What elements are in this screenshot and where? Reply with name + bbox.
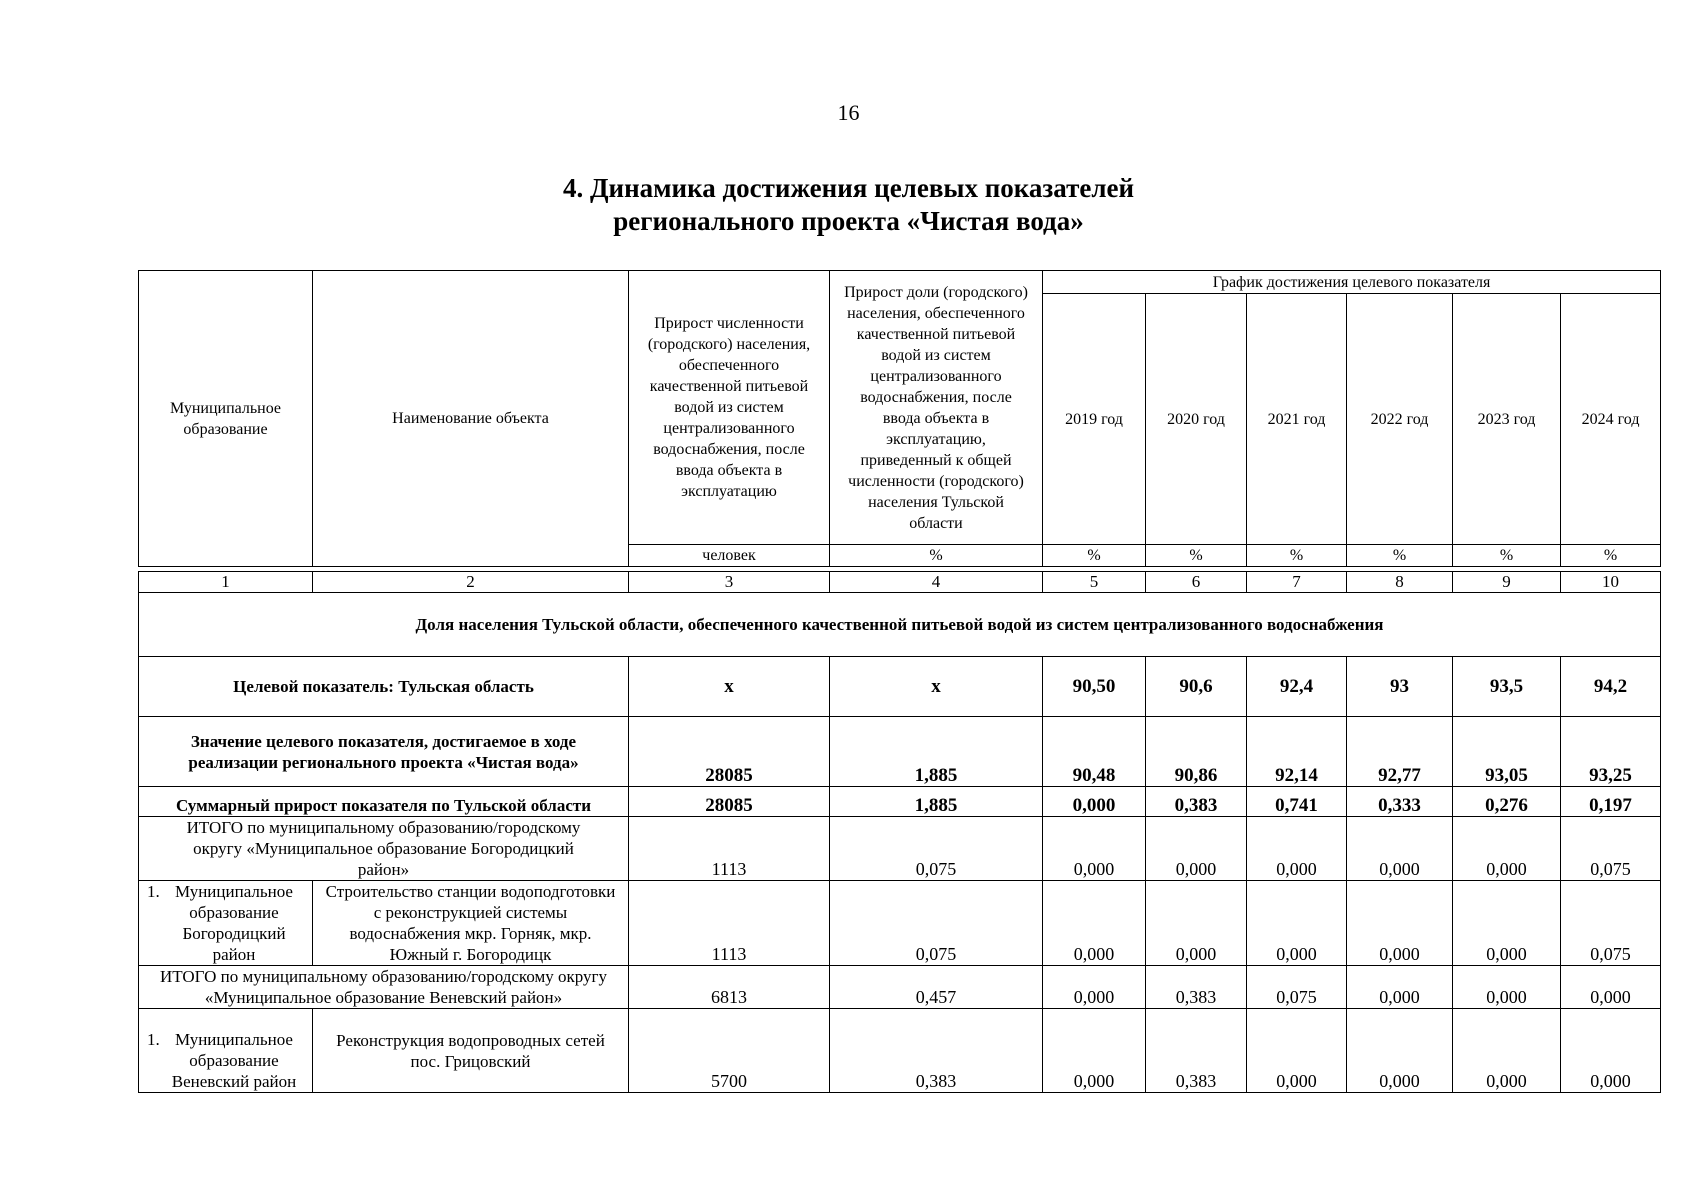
- total-label: Суммарный прирост показателя по Тульской области: [139, 787, 629, 817]
- header-table: [138, 270, 1661, 567]
- item-c4: 0,075: [830, 881, 1043, 966]
- achieved-value: 93,05: [1453, 717, 1561, 787]
- group-total-value: 0,000: [1146, 817, 1247, 881]
- header-population-growth: Прирост численности (городского) населения, обеспеченного качественной питьевой водой из систем централизованного водоснабжения, после ввода объекта в эксплуатацию: [629, 271, 830, 545]
- header-share-growth: Прирост доли (городского) населения, обеспеченного качественной питьевой водой из систем централизованного водоснабжения, после ввода объекта в эксплуатацию, приведенный к общей численности (городского) населения Тульской области: [830, 271, 1043, 545]
- group-total-row: [139, 966, 1661, 1009]
- item-municipality-cell: [139, 1009, 313, 1093]
- item-index: 1.: [147, 882, 160, 901]
- target-row: [139, 657, 1661, 717]
- item-index: 1.: [147, 1030, 160, 1049]
- target-c3: х: [629, 657, 830, 717]
- item-value: 0,000: [1043, 1009, 1146, 1093]
- column-number: 1: [139, 572, 313, 593]
- group-total-value: 0,000: [1453, 817, 1561, 881]
- item-value: 0,000: [1247, 881, 1347, 966]
- column-number: 8: [1347, 572, 1453, 593]
- achieved-value: 92,77: [1347, 717, 1453, 787]
- column-number: 7: [1247, 572, 1347, 593]
- column-number: 5: [1043, 572, 1146, 593]
- column-number: 10: [1561, 572, 1661, 593]
- item-value: 0,000: [1347, 1009, 1453, 1093]
- item-value: 0,000: [1247, 1009, 1347, 1093]
- total-value: 0,383: [1146, 787, 1247, 817]
- total-value: 0,276: [1453, 787, 1561, 817]
- group-total-c4: 0,457: [830, 966, 1043, 1009]
- item-value: 0,000: [1347, 881, 1453, 966]
- title-line-2: регионального проекта «Чистая вода»: [613, 206, 1084, 236]
- unit-percent: %: [1146, 545, 1247, 567]
- item-municipality: Муниципальное образование Богородицкий район: [175, 882, 293, 964]
- target-label: Целевой показатель: Тульская область: [139, 657, 629, 717]
- item-c3: 1113: [629, 881, 830, 966]
- group-total-value: 0,000: [1247, 817, 1347, 881]
- achieved-label: Значение целевого показателя, достигаемое в ходе реализации регионального проекта «Чистая вода»: [139, 717, 629, 787]
- group-total-value: 0,000: [1453, 966, 1561, 1009]
- total-value: 0,197: [1561, 787, 1661, 817]
- unit-percent: %: [1561, 545, 1661, 567]
- group-total-value: 0,383: [1146, 966, 1247, 1009]
- achieved-value: 93,25: [1561, 717, 1661, 787]
- page-number: 16: [837, 100, 860, 125]
- achieved-value: 90,48: [1043, 717, 1146, 787]
- item-municipality-cell: [139, 881, 313, 966]
- column-number: 4: [830, 572, 1043, 593]
- item-value: 0,000: [1453, 881, 1561, 966]
- unit-percent: %: [1043, 545, 1146, 567]
- total-c3: 28085: [629, 787, 830, 817]
- total-value: 0,741: [1247, 787, 1347, 817]
- group-total-label: ИТОГО по муниципальному образованию/городскому округу «Муниципальное образование Веневский район»: [139, 966, 629, 1009]
- column-number: 9: [1453, 572, 1561, 593]
- item-value: 0,075: [1561, 881, 1661, 966]
- target-value: 90,50: [1043, 657, 1146, 717]
- column-number: 2: [313, 572, 629, 593]
- group-total-value: 0,000: [1347, 966, 1453, 1009]
- header-year-2019: 2019 год: [1043, 294, 1146, 545]
- target-value: 94,2: [1561, 657, 1661, 717]
- header-schedule: График достижения целевого показателя: [1043, 271, 1661, 294]
- item-value: 0,000: [1043, 881, 1146, 966]
- item-municipality: Муниципальное образование Веневский район: [171, 1030, 297, 1091]
- title-line-1: 4. Динамика достижения целевых показателей: [562, 173, 1135, 203]
- group-total-c3: 6813: [629, 966, 830, 1009]
- group-total-value: 0,075: [1247, 966, 1347, 1009]
- header-year-2023: 2023 год: [1453, 294, 1561, 545]
- header-year-2021: 2021 год: [1247, 294, 1347, 545]
- group-total-c4: 0,075: [830, 817, 1043, 881]
- item-value: 0,000: [1146, 881, 1247, 966]
- header-year-2020: 2020 год: [1146, 294, 1247, 545]
- group-total-value: 0,000: [1561, 966, 1661, 1009]
- section-title: Доля населения Тульской области, обеспеченного качественной питьевой водой из систем централизованного водоснабжения: [139, 593, 1661, 657]
- unit-percent: %: [1247, 545, 1347, 567]
- data-table: [138, 571, 1661, 1093]
- unit-percent: %: [830, 545, 1043, 567]
- achieved-value: 92,14: [1247, 717, 1347, 787]
- column-number: 6: [1146, 572, 1247, 593]
- unit-percent: %: [1453, 545, 1561, 567]
- group-total-value: 0,000: [1043, 817, 1146, 881]
- item-value: 0,000: [1561, 1009, 1661, 1093]
- total-value: 0,333: [1347, 787, 1453, 817]
- table-row: [139, 881, 1661, 966]
- group-total-value: 0,000: [1347, 817, 1453, 881]
- header-object-name: Наименование объекта: [313, 271, 629, 567]
- item-value: 0,383: [1146, 1009, 1247, 1093]
- group-total-row: [139, 817, 1661, 881]
- column-number-row: [139, 572, 1661, 593]
- unit-persons: человек: [629, 545, 830, 567]
- achieved-c3: 28085: [629, 717, 830, 787]
- group-total-label: ИТОГО по муниципальному образованию/городскому округу «Муниципальное образование Богородицкий район»: [139, 817, 629, 881]
- target-value: 92,4: [1247, 657, 1347, 717]
- item-value: 0,000: [1453, 1009, 1561, 1093]
- column-number: 3: [629, 572, 830, 593]
- total-c4: 1,885: [830, 787, 1043, 817]
- header-municipality: Муниципальное образование: [139, 271, 313, 567]
- group-total-value: 0,000: [1043, 966, 1146, 1009]
- achieved-row: [139, 717, 1661, 787]
- achieved-c4: 1,885: [830, 717, 1043, 787]
- target-value: 93: [1347, 657, 1453, 717]
- group-total-value: 0,075: [1561, 817, 1661, 881]
- total-row: [139, 787, 1661, 817]
- item-object: Реконструкция водопроводных сетей пос. Грицовский: [313, 1009, 629, 1093]
- header-year-2024: 2024 год: [1561, 294, 1661, 545]
- table-row: [139, 1009, 1661, 1093]
- header-year-2022: 2022 год: [1347, 294, 1453, 545]
- target-c4: х: [830, 657, 1043, 717]
- group-total-c3: 1113: [629, 817, 830, 881]
- page-title: [0, 172, 1697, 238]
- total-value: 0,000: [1043, 787, 1146, 817]
- target-value: 93,5: [1453, 657, 1561, 717]
- item-object: Строительство станции водоподготовки с реконструкцией системы водоснабжения мкр. Горняк, мкр. Южный г. Богородицк: [313, 881, 629, 966]
- achieved-value: 90,86: [1146, 717, 1247, 787]
- item-c3: 5700: [629, 1009, 830, 1093]
- item-c4: 0,383: [830, 1009, 1043, 1093]
- section-title-row: [139, 593, 1661, 657]
- unit-percent: %: [1347, 545, 1453, 567]
- target-value: 90,6: [1146, 657, 1247, 717]
